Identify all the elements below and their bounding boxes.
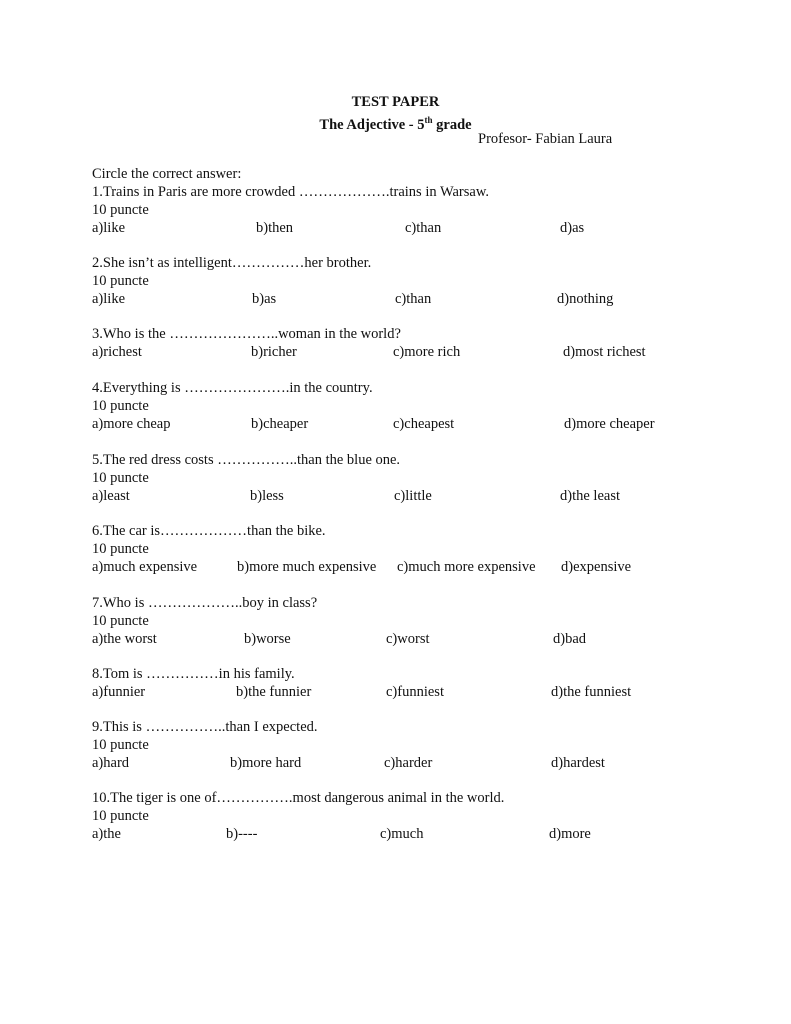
question-text: 8.Tom is ……………in his family. bbox=[92, 666, 295, 682]
question-points: 10 puncte bbox=[92, 398, 149, 414]
subtitle-sup: th bbox=[424, 115, 433, 125]
subtitle-text-end: grade bbox=[432, 116, 472, 133]
question-text: 3.Who is the …………………..woman in the world? bbox=[92, 326, 401, 342]
answer-option[interactable]: a)least bbox=[92, 488, 130, 504]
question-points: 10 puncte bbox=[92, 541, 149, 557]
answer-option[interactable]: d)most richest bbox=[563, 344, 646, 360]
answer-option[interactable]: b)cheaper bbox=[251, 416, 309, 432]
answer-option[interactable]: c)than bbox=[405, 220, 442, 236]
answer-option[interactable]: a)like bbox=[92, 291, 126, 307]
question-text: 10.The tiger is one of…………….most dangerous animal in the world. bbox=[92, 790, 505, 806]
question-text: 2.She isn’t as intelligent……………her brother. bbox=[92, 255, 372, 271]
question-points: 10 puncte bbox=[92, 613, 149, 629]
answer-option[interactable]: c)harder bbox=[384, 755, 433, 771]
answer-option[interactable]: d)more bbox=[549, 826, 591, 842]
answer-option[interactable]: d)more cheaper bbox=[564, 416, 655, 432]
answer-option[interactable]: a)the bbox=[92, 826, 121, 842]
answer-option[interactable]: d)the least bbox=[560, 488, 620, 504]
answer-option[interactable]: b)worse bbox=[244, 631, 291, 647]
question-text: 7.Who is ………………..boy in class? bbox=[92, 595, 318, 611]
question-points: 10 puncte bbox=[92, 808, 149, 824]
answer-option[interactable]: c)than bbox=[395, 291, 432, 307]
answer-option[interactable]: c)more rich bbox=[393, 344, 461, 360]
answer-option[interactable]: b)---- bbox=[226, 826, 258, 842]
question-points: 10 puncte bbox=[92, 202, 149, 218]
answer-option[interactable]: b)more much expensive bbox=[237, 559, 377, 575]
answer-option[interactable]: b)richer bbox=[251, 344, 297, 360]
answer-option[interactable]: c)much more expensive bbox=[397, 559, 536, 575]
answer-option[interactable]: b)the funnier bbox=[236, 684, 312, 700]
answer-option[interactable]: a)much expensive bbox=[92, 559, 198, 575]
answer-option[interactable]: d)nothing bbox=[557, 291, 614, 307]
answer-option[interactable]: d)hardest bbox=[551, 755, 605, 771]
answer-option[interactable]: d)the funniest bbox=[551, 684, 632, 700]
answer-option[interactable]: a)richest bbox=[92, 344, 142, 360]
answer-option[interactable]: c)funniest bbox=[386, 684, 444, 700]
question-text: 6.The car is………………than the bike. bbox=[92, 523, 326, 539]
answer-option[interactable]: a)like bbox=[92, 220, 126, 236]
instruction: Circle the correct answer: bbox=[92, 166, 242, 182]
answer-option[interactable]: b)less bbox=[250, 488, 284, 504]
question-text: 9.This is ……………..than I expected. bbox=[92, 719, 318, 735]
answer-option[interactable]: b)as bbox=[252, 291, 277, 307]
answer-option[interactable]: d)bad bbox=[553, 631, 587, 647]
answer-option[interactable]: a)the worst bbox=[92, 631, 157, 647]
question-text: 1.Trains in Paris are more crowded ……………….trains in Warsaw. bbox=[92, 184, 489, 200]
answer-option[interactable]: c)cheapest bbox=[393, 416, 455, 432]
answer-option[interactable]: d)as bbox=[560, 220, 585, 236]
answer-option[interactable]: c)worst bbox=[386, 631, 430, 647]
answer-option[interactable]: a)hard bbox=[92, 755, 130, 771]
question-text: 5.The red dress costs ……………..than the blue one. bbox=[92, 452, 401, 468]
question-points: 10 puncte bbox=[92, 273, 149, 289]
answer-option[interactable]: c)little bbox=[394, 488, 432, 504]
answer-option[interactable]: d)expensive bbox=[561, 559, 632, 575]
answer-option[interactable]: b)more hard bbox=[230, 755, 302, 771]
question-points: 10 puncte bbox=[92, 470, 149, 486]
question-points: 10 puncte bbox=[92, 737, 149, 753]
question-text: 4.Everything is ………………….in the country. bbox=[92, 380, 373, 396]
answer-option[interactable]: c)much bbox=[380, 826, 424, 842]
answer-option[interactable]: a)more cheap bbox=[92, 416, 171, 432]
doc-subtitle bbox=[0, 111, 791, 134]
answer-option[interactable]: b)then bbox=[256, 220, 294, 236]
answer-option[interactable]: a)funnier bbox=[92, 684, 146, 700]
subtitle-text: The Adjective - 5 bbox=[319, 116, 425, 133]
author: Profesor- Fabian Laura bbox=[478, 131, 613, 147]
doc-title: TEST PAPER bbox=[351, 94, 440, 110]
